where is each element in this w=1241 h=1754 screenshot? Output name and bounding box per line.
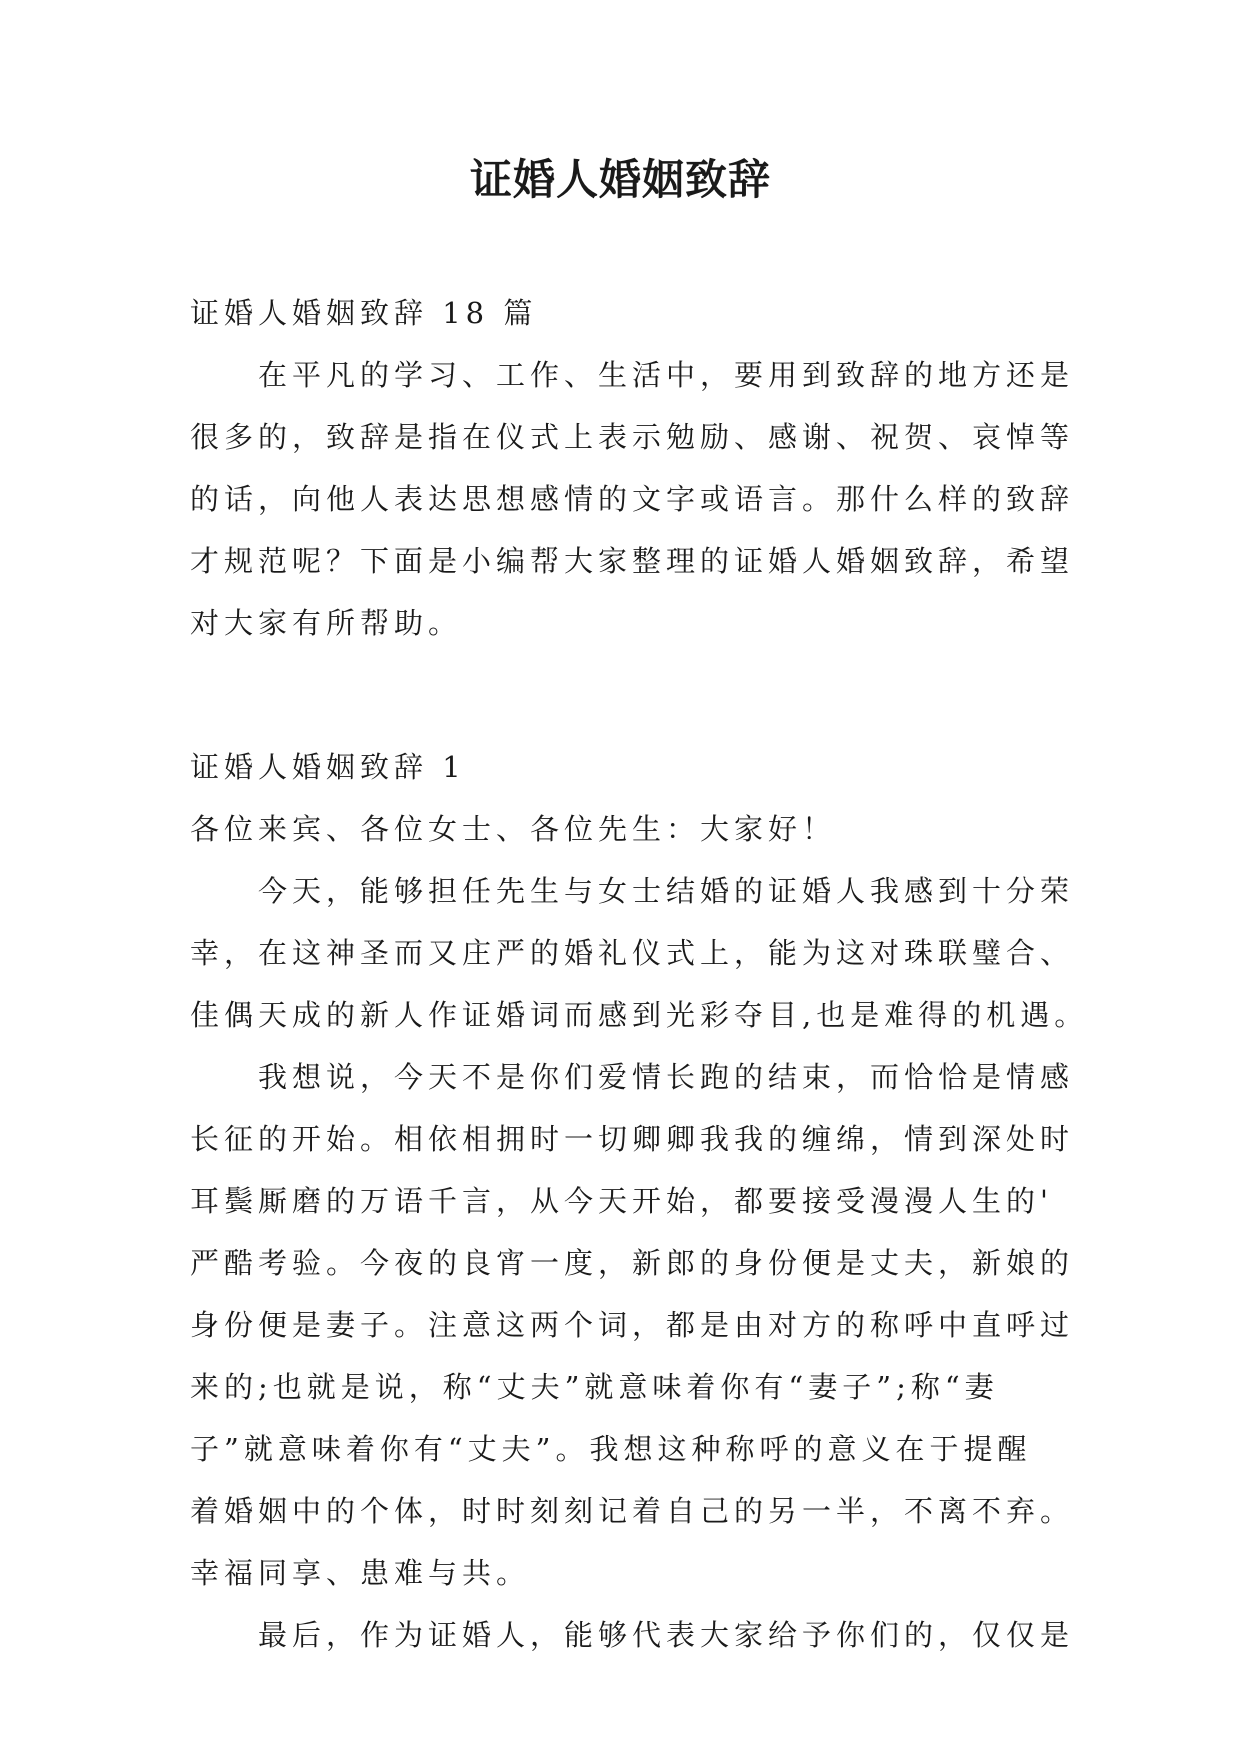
paragraph-line: 很多的，致辞是指在仪式上表示勉励、感谢、祝贺、哀悼等 bbox=[190, 420, 1075, 454]
paragraph-line: 最后，作为证婚人，能够代表大家给予你们的，仅仅是 bbox=[258, 1618, 1075, 1652]
speech-paragraph-1 bbox=[190, 860, 1089, 1046]
paragraph-line: 子”就意味着你有“丈夫”。我想这种称呼的意义在于提醒 bbox=[190, 1432, 1032, 1466]
paragraph-line: 着婚姻中的个体，时时刻刻记着自己的另一半，不离不弃。 bbox=[190, 1494, 1075, 1528]
document-title: 证婚人婚姻致辞 bbox=[469, 155, 771, 204]
paragraph-line: 在平凡的学习、工作、生活中，要用到致辞的地方还是 bbox=[258, 358, 1075, 392]
paragraph-line: 佳偶天成的新人作证婚词而感到光彩夺目,也是难得的机遇。 bbox=[190, 998, 1089, 1032]
greeting-line: 各位来宾、各位女士、各位先生：大家好！ bbox=[190, 812, 837, 846]
speech-paragraph-3 bbox=[190, 1604, 1075, 1666]
paragraph-line: 来的;也就是说，称“丈夫”就意味着你有“妻子”;称“妻 bbox=[190, 1370, 999, 1404]
paragraph-line: 长征的开始。相依相拥时一切卿卿我我的缠绵，情到深处时 bbox=[190, 1122, 1075, 1156]
paragraph-line: 耳鬓厮磨的万语千言，从今天开始，都要接受漫漫人生的' bbox=[190, 1184, 1053, 1218]
document-body bbox=[190, 282, 1089, 1666]
paragraph-line: 严酷考验。今夜的良宵一度，新郎的身份便是丈夫，新娘的 bbox=[190, 1246, 1075, 1280]
paragraph-line: 我想说，今天不是你们爱情长跑的结束，而恰恰是情感 bbox=[258, 1060, 1075, 1094]
intro-paragraph bbox=[190, 344, 1075, 654]
paragraph-line: 幸福同享、患难与共。 bbox=[190, 1556, 531, 1590]
paragraph-line: 身份便是妻子。注意这两个词，都是由对方的称呼中直呼过 bbox=[190, 1308, 1075, 1342]
speech-paragraph-2 bbox=[190, 1046, 1075, 1604]
document-subtitle: 证婚人婚姻致辞 18 篇 bbox=[190, 296, 538, 330]
paragraph-line: 的话，向他人表达思想感情的文字或语言。那什么样的致辞 bbox=[190, 482, 1075, 516]
paragraph-line: 对大家有所帮助。 bbox=[190, 606, 463, 640]
paragraph-line: 今天，能够担任先生与女士结婚的证婚人我感到十分荣 bbox=[258, 874, 1075, 908]
paragraph-line: 幸，在这神圣而又庄严的婚礼仪式上，能为这对珠联璧合、 bbox=[190, 936, 1075, 970]
section-spacer bbox=[190, 654, 1070, 736]
paragraph-line: 才规范呢？下面是小编帮大家整理的证婚人婚姻致辞，希望 bbox=[190, 544, 1075, 578]
section-heading: 证婚人婚姻致辞 1 bbox=[190, 750, 466, 784]
